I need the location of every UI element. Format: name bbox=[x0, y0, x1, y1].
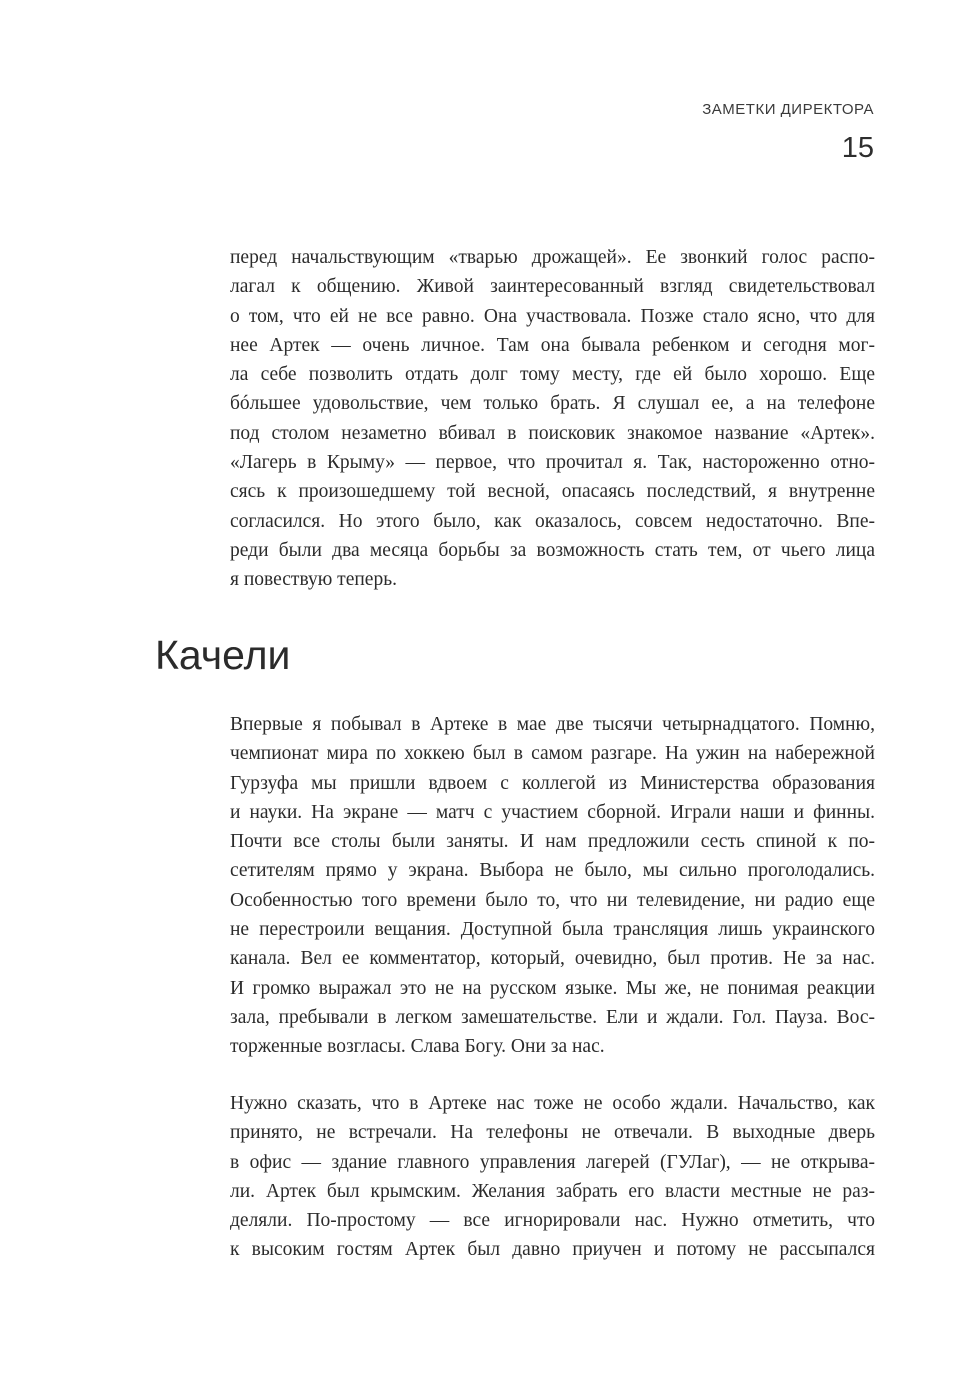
text-line: в офис — здание главного управления лагерей (ГУЛаг), — не открыва- bbox=[230, 1151, 875, 1173]
text-line: реди были два месяца борьбы за возможность стать тем, от чьего лица bbox=[230, 539, 875, 561]
running-title: ЗАМЕТКИ ДИРЕКТОРА bbox=[702, 101, 874, 118]
text-line: лагал к общению. Живой заинтересованный взгляд свидетельствовал bbox=[230, 276, 875, 298]
text-line: Особенностью того времени было то, что ни телевидение, ни радио еще bbox=[230, 889, 875, 911]
text-line: «Лагерь в Крыму» — первое, что прочитал я. Так, настороженно отно- bbox=[230, 452, 875, 474]
text-line: зала, пребывали в легком замешательстве. Ели и ждали. Гол. Пауза. Вос- bbox=[230, 1006, 875, 1028]
text-line: принято, не встречали. На телефоны не отвечали. В выходные дверь bbox=[230, 1122, 875, 1144]
text-line: к высоким гостям Артек был давно приучен и потому не рассыпался bbox=[230, 1239, 875, 1261]
text-line: чемпионат мира по хоккею был в самом разгаре. На ужин на набережной bbox=[230, 743, 875, 765]
text-line: деляли. По-простому — все игнорировали нас. Нужно отметить, что bbox=[230, 1210, 875, 1232]
text-line: и науки. На экране — матч с участием сборной. Играли наши и финны. bbox=[230, 801, 875, 823]
page-number: 15 bbox=[841, 132, 874, 164]
text-line: Нужно сказать, что в Артеке нас тоже не особо ждали. Начальство, как bbox=[230, 1093, 875, 1114]
text-line: о том, что ей не все равно. Она участвовала. Позже стало ясно, что для bbox=[230, 305, 875, 327]
text-line: я повествую теперь. bbox=[230, 569, 397, 591]
paragraph-1 bbox=[230, 243, 875, 595]
text-line: Гурзуфа мы пришли вдвоем с коллегой из Министерства образования bbox=[230, 772, 875, 794]
text-line: бóльшее удовольствие, чем только брать. Я слушал ее, а на телефоне bbox=[230, 393, 875, 415]
text-line: Почти все столы были заняты. И нам предложили сесть спиной к по- bbox=[230, 831, 875, 853]
text-line: сясь к произошедшему той весной, опасаясь последствий, я внутренне bbox=[230, 481, 875, 503]
paragraph-3 bbox=[230, 1089, 875, 1265]
text-line: не перестроили вещания. Доступной была трансляция лишь украинского bbox=[230, 919, 875, 941]
text-line: И громко выражал это не на русском языке. Мы же, не понимая реакции bbox=[230, 977, 875, 999]
text-line: перед начальствующим «тварью дрожащей». Ее звонкий голос распо- bbox=[230, 247, 875, 268]
text-line: согласился. Но этого было, как оказалось, совсем недостаточно. Впе- bbox=[230, 510, 875, 532]
text-line: нее Артек — очень личное. Там она бывала ребенком и сегодня мог- bbox=[230, 334, 875, 356]
text-line: ла себе позволить отдать долг тому месту, где ей было хорошо. Еще bbox=[230, 364, 875, 386]
text-line: торженные возгласы. Слава Богу. Они за нас. bbox=[230, 1036, 605, 1058]
text-line: под столом незаметно вбивал в поисковик знакомое название «Артек». bbox=[230, 422, 875, 444]
text-line: сетителям прямо у экрана. Выбора не было, мы сильно проголодались. bbox=[230, 860, 875, 882]
section-title: Качели bbox=[155, 632, 291, 678]
text-line: канала. Вел ее комментатор, который, очевидно, был против. Не за нас. bbox=[230, 948, 875, 970]
paragraph-2 bbox=[230, 710, 875, 1062]
text-line: ли. Артек был крымским. Желания забрать его власти местные не раз- bbox=[230, 1180, 875, 1202]
text-line: Впервые я побывал в Артеке в мае две тысячи четырнадцатого. Помню, bbox=[230, 714, 875, 735]
